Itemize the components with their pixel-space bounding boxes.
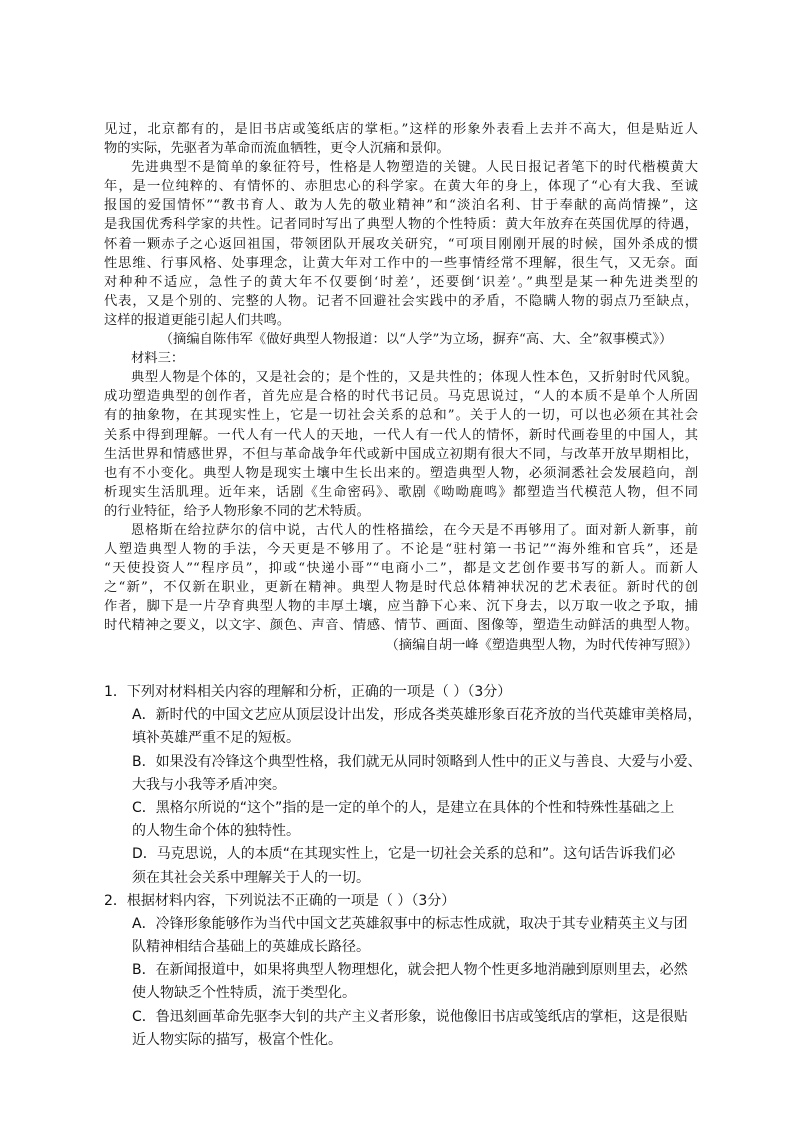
text-line: 恩格斯在给拉萨尔的信中说，古代人的性格描绘，在今天是不再够用了。面对新人新事，前 [131,522,698,538]
question-stem: 1．下列对材料相关内容的理解和分析，正确的一项是（ ）（3分） [104,684,512,700]
text-line: 报国的爱国情怀”“教书育人、敢为人先的敬业精神”和“淡泊名利、甘于奉献的高尚情操”，这 [104,198,698,214]
text-line: 对种种不适应，急性子的黄大年不仅要倒‘时差’，还要倒‘识差’。”典型是某一种先进类型的 [104,274,698,290]
text-line: 典型人物是个体的，又是社会的；是个性的，又是共性的；体现人性本色，又折射时代风貌。 [131,370,698,386]
option-d[interactable]: D．马克思说，人的本质“在其现实性上，它是一切社会关系的总和”。这句话告诉我们必 [132,846,676,863]
text-line: “天使投资人”“程序员”，抑或“快递小哥”“电商小二”，都是文艺创作要书写的新人。而新人 [104,561,698,577]
text-line: 是我国优秀科学家的共性。记者同时写出了典型人物的个性特质：黄大年放弃在英国优厚的待遇， [104,217,698,233]
question-2 [104,890,704,1052]
paragraph-2 [104,158,698,330]
option-d-cont: 须在其社会关系中理解关于人的一切。 [132,869,370,886]
option-a-cont: 队精神相结合基础上的英雄成长路径。 [132,939,370,956]
option-b-cont: 使人物缺乏个性特质，流于类型化。 [132,985,356,1002]
text-line: 也有不小变化。典型人物是现实土壤中生长出来的。塑造典型人物，必须洞悉社会发展趋向，剖 [104,465,698,481]
paragraph-3 [104,368,698,521]
option-a[interactable]: A．冷锋形象能够作为当代中国文艺英雄叙事中的标志性成就，取决于其专业精英主义与团 [132,915,688,932]
text-line: 年，是一位纯粹的、有情怀的、赤胆忠心的科学家。在黄大年的身上，体现了“心有大我、至诚 [104,179,698,195]
text-line: 关系中得到理解。一代人有一代人的天地，一代人有一代人的情怀，新时代画卷里的中国人，其 [104,427,698,443]
option-b[interactable]: B．在新闻报道中，如果将典型人物理想化，就会把人物个性更多地消融到原则里去，必然 [132,962,688,979]
text-line: 性思维、行事风格、处事理念，让黄大年对工作中的一些事情经常不理解，很生气，又无奈。面 [104,255,698,271]
paragraph-4 [104,521,698,636]
text-line: 的行业特征，给予人物形象不同的艺术特质。 [104,503,370,519]
text-line: 这样的报道更能引起人们共鸣。 [104,312,291,328]
reading-passage [104,120,698,655]
text-line: 时代精神之要义，以文字、颜色、声音、情感、情节、画面、图像等，塑造生动鲜活的典型人物。 [104,618,698,634]
option-a-cont: 填补英雄严重不足的短板。 [132,730,300,747]
text-line: 析现实生活肌理。近年来，话剧《生命密码》、歌剧《呦呦鹿鸣》都塑造当代模范人物，但不同 [104,484,698,500]
text-line: 人塑造典型人物的手法，今天更是不够用了。不论是“驻村第一书记”“海外维和官兵”，还是 [104,542,698,558]
option-c[interactable]: C．黑格尔所说的“这个”指的是一定的单个的人，是建立在具体的个性和特殊性基础之上 [132,799,675,816]
questions-section [104,681,704,1052]
source-citation-1: （摘编自陈伟军《做好典型人物报道：以“人学”为立场，摒弃“高、大、全”叙事模式》） [159,332,673,348]
material-3-label: 材料三： [131,351,185,367]
option-b-cont: 大我与小我等矛盾冲突。 [132,776,286,793]
text-line: 有的抽象物，在其现实性上，它是一切社会关系的总和”。关于人的一切，可以也必须在其社会 [104,408,698,424]
option-b[interactable]: B．如果没有冷锋这个典型性格，我们就无从同时领略到人性中的正义与善良、大爱与小爱、 [132,753,702,770]
text-line: 代表，又是个别的、完整的人物。记者不回避社会实践中的矛盾，不隐瞒人物的弱点乃至缺点， [104,293,698,309]
option-c-cont: 近人物实际的描写，极富个性化。 [132,1031,342,1048]
text-line: 物的实际，先驱者为革命而流血牺牲，更令人沉痛和景仰。 [104,141,450,157]
text-line: 怀着一颗赤子之心返回祖国，带领团队开展攻关研究，“可项目刚刚开展的时候，国外杀成的惯 [104,236,698,252]
text-line: 成功塑造典型的创作者，首先应是合格的时代书记员。马克思说过，“人的本质不是单个人所固 [104,389,698,405]
text-line: 生活世界和情感世界，不但与革命战争年代或新中国成立初期有很大不同，与改革开放早期相比， [104,446,698,462]
option-a[interactable]: A．新时代的中国文艺应从顶层设计出发，形成各类英雄形象百花齐放的当代英雄审美格局， [132,707,702,724]
question-1 [104,681,704,890]
paragraph-1 [104,120,698,158]
text-line: 作者，脚下是一片孕育典型人物的丰厚土壤，应当静下心来、沉下身去，以万取一收之予取，捕 [104,599,698,615]
text-line: 见过，北京都有的，是旧书店或笺纸店的掌柜。”这样的形象外表看上去并不高大，但是贴近人 [104,122,698,137]
option-c[interactable]: C．鲁迅刻画革命先驱李大钊的共产主义者形象，说他像旧书店或笺纸店的掌柜，这是很贴 [132,1008,688,1025]
text-line: 先进典型不是简单的象征符号，性格是人物塑造的关键。人民日报记者笔下的时代楷模黄大 [131,160,698,176]
text-line: 之“新”，不仅新在职业，更新在精神。典型人物是时代总体精神状况的艺术表征。新时代的创 [104,580,698,596]
option-c-cont: 的人物生命个体的独特性。 [132,823,300,840]
source-citation-2: （摘编自胡一峰《塑造典型人物，为时代传神写照》） [385,637,698,653]
question-stem: 2．根据材料内容，下列说法不正确的一项是（ ）（3分） [104,892,456,909]
